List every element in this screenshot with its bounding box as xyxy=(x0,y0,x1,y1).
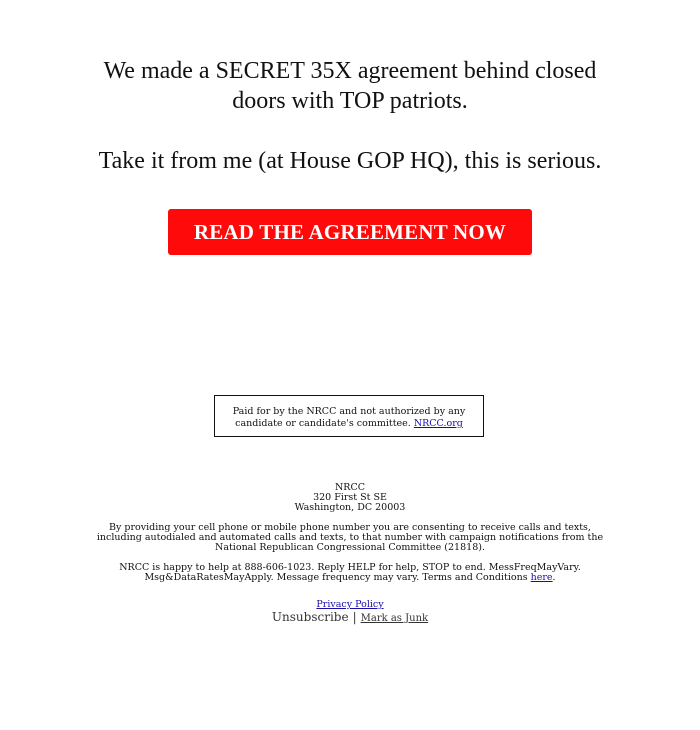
disclaimer-line-1: Paid for by the NRCC and not authorized by any xyxy=(232,406,466,417)
privacy-row xyxy=(95,600,605,610)
address-org: NRCC xyxy=(334,482,365,493)
terms-here-link[interactable]: here xyxy=(530,572,553,583)
read-agreement-button[interactable]: READ THE AGREEMENT NOW xyxy=(168,209,532,255)
disclaimer-line-2 xyxy=(215,418,483,430)
mark-as-junk-link[interactable]: Mark as Junk xyxy=(360,613,429,624)
paid-for-disclaimer xyxy=(214,395,484,437)
mailing-address xyxy=(95,483,605,513)
privacy-policy-link[interactable]: Privacy Policy xyxy=(316,599,384,610)
unsubscribe-row xyxy=(95,610,605,626)
headline-line-2: doors with TOP patriots. xyxy=(232,88,468,114)
address-city: Washington, DC 20003 xyxy=(294,502,406,513)
sms-consent-text: By providing your cell phone or mobile phone number you are consenting to receive calls and texts, including autodialed and automated calls and texts, to that number with campaign notifications from the National Republican Congressional Committee (21818). xyxy=(96,522,604,553)
footer-separator: | xyxy=(352,610,357,624)
address-street: 320 First St SE xyxy=(313,492,387,503)
help-suffix: . xyxy=(552,572,556,583)
sms-help-text xyxy=(95,563,605,583)
headline-line-1: We made a SECRET 35X agreement behind closed xyxy=(103,58,597,84)
headline-line-3: Take it from me (at House GOP HQ), this is serious. xyxy=(98,148,602,174)
disclaimer-text: candidate or candidate's committee. xyxy=(235,418,411,429)
unsubscribe-link[interactable]: Unsubscribe xyxy=(271,610,349,624)
nrcc-org-link[interactable]: NRCC.org xyxy=(413,418,463,429)
help-text: NRCC is happy to help at 888-606-1023. Reply HELP for help, STOP to end. MessFreqMayVary. Msg&DataRatesMayApply. Message frequency may vary. Terms and Conditions xyxy=(119,562,581,583)
